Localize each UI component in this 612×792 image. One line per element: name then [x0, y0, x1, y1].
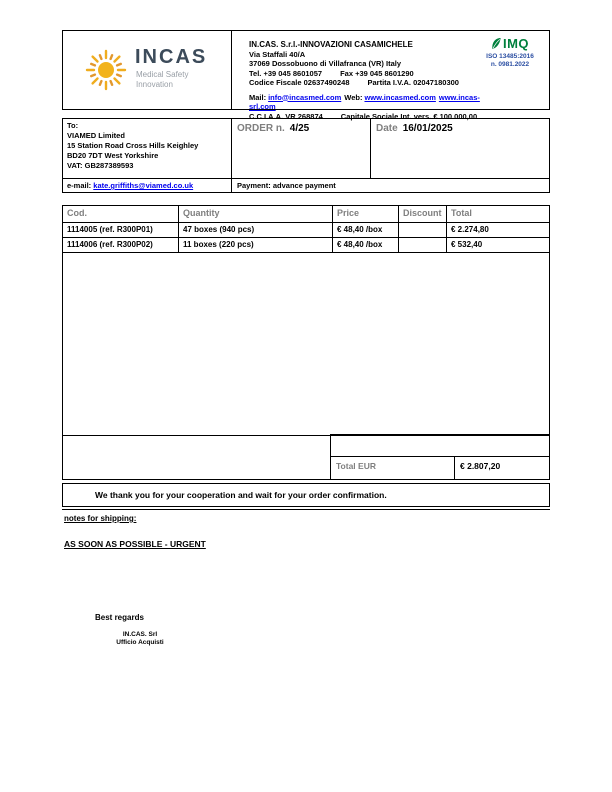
- company-street: Via Staffali 40/A: [249, 49, 306, 59]
- shipping-notes-value: AS SOON AS POSSIBLE - URGENT: [64, 539, 206, 549]
- customer-vat: VAT: GB287389593: [67, 161, 134, 170]
- item-cod: 1114005 (ref. R300P01): [63, 223, 179, 237]
- signature-company: IN.CAS. Srl: [122, 631, 158, 638]
- total-spacer-row: [331, 436, 549, 457]
- company-name: IN.CAS. S.r.l.-INNOVAZIONI CASAMICHELE: [249, 40, 413, 49]
- incas-wordmark: INCAS: [135, 46, 208, 68]
- order-info-block: [62, 118, 550, 193]
- sun-icon: [79, 43, 133, 102]
- notes-divider: [62, 509, 550, 510]
- item-quantity: 47 boxes (940 pcs): [179, 223, 333, 237]
- header-quantity: Quantity: [179, 206, 333, 222]
- item-cod: 1114006 (ref. R300P02): [63, 238, 179, 252]
- item-quantity: 11 boxes (220 pcs): [179, 238, 333, 252]
- customer-name: VIAMED Limited: [67, 131, 125, 140]
- customer-email-link[interactable]: kate.griffiths@viamed.co.uk: [93, 181, 194, 190]
- customer-address-2: BD20 7DT West Yorkshire: [67, 151, 159, 160]
- letterhead: [62, 30, 550, 121]
- items-table-header: [63, 206, 549, 223]
- company-web-link-2[interactable]: www.incas-srl.com: [249, 92, 480, 111]
- grand-total-box: [330, 434, 549, 480]
- item-price: € 48,40 /box: [333, 238, 399, 252]
- item-discount: [399, 238, 447, 252]
- table-row: [63, 238, 549, 253]
- customer-email-cell: [63, 179, 232, 192]
- company-registry: C.C.I.A.A. VR 268874 Capitale Sociale Int. vers. € 100.000,00: [249, 111, 478, 121]
- closing-regards: Best regards: [95, 613, 144, 622]
- payment-terms: Payment: advance payment: [237, 181, 336, 190]
- company-contacts: Mail: info@incasmed.com Web: www.incasmed.com www.incas-srl.com: [249, 92, 480, 111]
- order-number-value: 4/25: [289, 123, 310, 134]
- imq-certification: [476, 36, 544, 69]
- company-city: 37069 Dossobuono di Villafranca (VR) Italy: [249, 59, 401, 68]
- customer-address-block: [63, 119, 232, 178]
- customer-address-1: 15 Station Road Cross Hills Keighley: [67, 141, 199, 150]
- order-number-cell: [232, 119, 371, 178]
- table-row: [63, 223, 549, 238]
- company-fiscal-vat: Codice Fiscale 02637490248 Partita I.V.A. 02047180300: [249, 78, 459, 87]
- to-label: To:: [67, 121, 79, 130]
- item-total: € 2.274,80: [451, 225, 489, 234]
- signature-department: Ufficio Acquisti: [116, 639, 164, 646]
- email-label: e-mail:: [67, 181, 92, 190]
- incas-tagline: Medical Safety Innovation: [136, 70, 189, 89]
- grand-total-row: [331, 457, 549, 480]
- company-email-link[interactable]: info@incasmed.com: [268, 92, 342, 102]
- header-cod: Cod.: [63, 206, 179, 222]
- thank-you-note: We thank you for your cooperation and wait for your order confirmation.: [62, 483, 550, 507]
- company-phone-fax: Tel. +39 045 8601057 Fax +39 045 8601290: [249, 68, 414, 78]
- grand-total-value: € 2.807,20: [460, 461, 501, 471]
- signature-block: [100, 631, 180, 647]
- item-discount: [399, 223, 447, 237]
- order-date-value: 16/01/2025: [402, 123, 453, 134]
- table-total-band: [63, 435, 549, 479]
- grand-total-label: Total EUR: [331, 457, 455, 480]
- header-price: Price: [333, 206, 399, 222]
- item-price: € 48,40 /box: [333, 223, 399, 237]
- order-date-cell: [371, 119, 551, 178]
- items-table: [62, 205, 550, 480]
- email-payment-row: [63, 178, 549, 192]
- shipping-notes-label: notes for shipping:: [64, 514, 137, 523]
- header-discount: Discount: [399, 206, 447, 222]
- incas-logo-block: [63, 31, 232, 109]
- imq-logo: IMQ: [476, 36, 544, 51]
- order-number-label: ORDER n.: [237, 123, 285, 134]
- header-total: Total: [451, 208, 472, 218]
- company-info: [249, 40, 479, 121]
- item-total: € 532,40: [451, 240, 483, 249]
- iso-certificate-text: ISO 13485:2016 n. 0981.2022: [486, 53, 534, 68]
- order-date-label: Date: [376, 123, 398, 134]
- company-web-link-1[interactable]: www.incasmed.com: [364, 92, 436, 102]
- leaf-icon: [491, 37, 502, 50]
